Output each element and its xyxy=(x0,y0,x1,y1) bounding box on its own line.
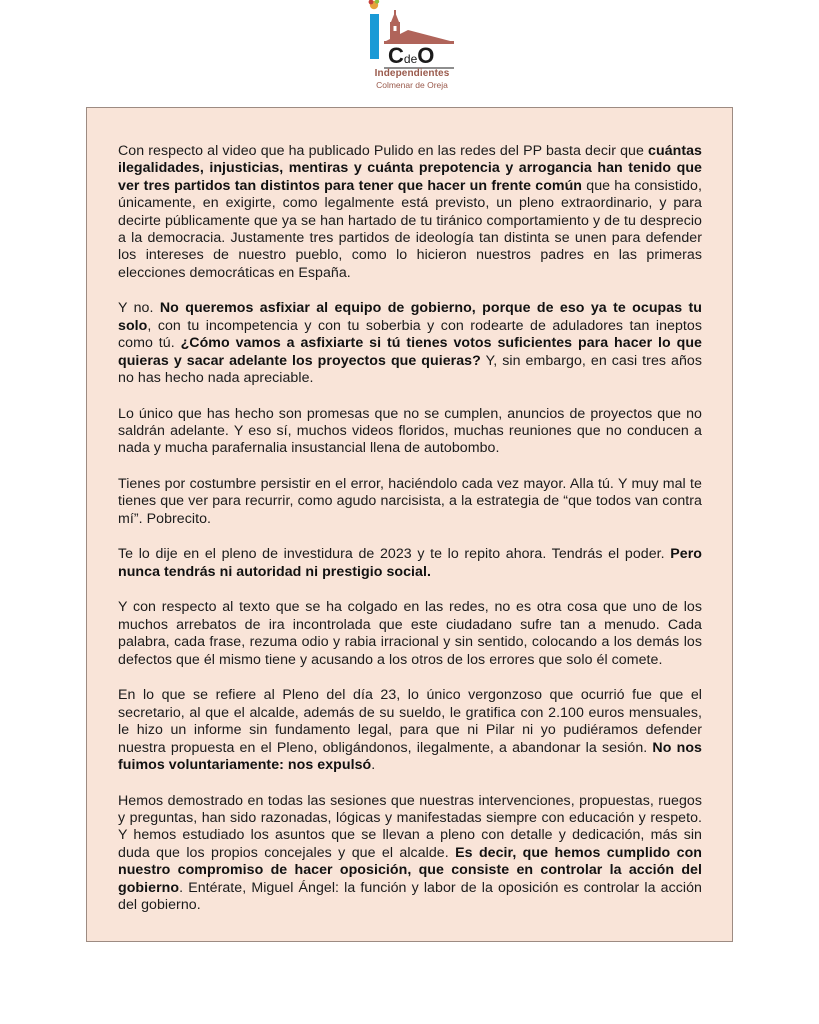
paragraph xyxy=(118,300,702,387)
text-run: Y, sin embargo, en casi tres años no has hecho nada apreciable. xyxy=(118,352,702,387)
text-run: Y con respecto al texto que se ha colgado en las redes, no es otra cosa que uno de los muchos arrebatos de ira incontrolada que este ciudadano sufre tan a menudo. Cada palabra, cada frase, rezuma odio y rabia irracional y sin sentido, colocando a los demás los defectos que él mismo tiene y acusando a los otros de los errores que solo él comete. xyxy=(118,599,702,668)
letter-page xyxy=(86,107,733,942)
text-run: Y no. xyxy=(118,300,160,317)
paragraph xyxy=(118,687,702,774)
org-town: Colmenar de Oreja xyxy=(376,80,448,90)
text-run: . Entérate, Miguel Ángel: la función y labor de la oposición es controlar la acción del gobierno. xyxy=(118,879,702,913)
bold-text-run: ¿Cómo vamos a asfixiarte si tú tienes votos suficientes para hacer lo que quieras y sacar adelante los proyectos que quieras? xyxy=(118,335,702,369)
bold-text-run: No nos fuimos voluntariamente: nos expulsó xyxy=(118,739,702,773)
paragraph xyxy=(118,476,702,528)
org-name: Independientes xyxy=(374,68,450,79)
paragraph xyxy=(118,143,702,282)
text-run: Hemos demostrado en todas las sesiones que nuestras intervenciones, propuestas, ruegos y preguntas, han sido razonadas, lógicas y manifestadas siempre con educación y respeto. Y hemos estudiado los asuntos que se llevan a pleno con detalle y dedicación, más sin duda que los propios concejales y que el alcalde. xyxy=(118,792,702,861)
text-run: En lo que se refiere al Pleno del día 23, lo único vergonzoso que ocurrió fue que el secretario, al que el alcalde, además de su sueldo, le gratifica con 2.100 euros mensuales, le hizo un informe sin fundamento legal, para que ni Pilar ni yo pudiéramos defender nuestra propuesta en el Pleno, obligándonos, ilegalmente, a abandonar la sesión. xyxy=(118,687,702,756)
text-run: Lo único que has hecho son promesas que no se cumplen, anuncios de proyectos que no saldrán adelante. Y eso sí, muchos videos floridos, muchas reuniones que no conducen a nada y mucha parafernalia insustancial llena de autobombo. xyxy=(118,405,702,457)
paragraph xyxy=(118,546,702,581)
bold-text-run: cuántas ilegalidades, injusticias, mentiras y cuánta prepotencia y arrogancia han tenido que ver tres partidos tan distintos para tener que hacer un frente común xyxy=(118,143,702,194)
paragraph xyxy=(118,406,702,458)
text-run: . xyxy=(371,756,376,773)
text-run: , con tu incompetencia y con tu soberbia y con rodearte de aduladores tan ineptos como tú. xyxy=(118,317,702,352)
bold-text-run: Pero nunca tendrás ni autoridad ni prestigio social. xyxy=(118,546,702,580)
text-run: Con respecto al video que ha publicado Pulido en las redes del PP basta decir que xyxy=(118,143,649,159)
org-logo xyxy=(364,0,460,96)
logo-wordmark: CdeO xyxy=(388,43,435,68)
paragraph xyxy=(118,599,702,669)
paragraph xyxy=(118,793,702,915)
text-run: que ha consistido, únicamente, en exigirte, como legalmente está previsto, un pleno extraordinario, y para decirte públicamente que ya se han hartado de tu tiránico comportamiento y de tu desprecio a la democracia. Justamente tres partidos de ideología tan distinta se unen para defender los intereses de nuestro pueblo, como lo hicieron nuestros padres en las primeras elecciones democráticas en España. xyxy=(118,177,702,281)
bold-text-run: No queremos asfixiar al equipo de gobierno, porque de eso ya te ocupas tu solo xyxy=(118,300,702,334)
text-run: Te lo dije en el pleno de investidura de 2023 y te lo repito ahora. Tendrás el poder. xyxy=(118,546,671,563)
text-run: Tienes por costumbre persistir en el error, haciéndolo cada vez mayor. Alla tú. Y muy mal te tienes que ver para recurrir, como agudo narcisista, a la estrategia de “que todos van contra mí”. Pobrecito. xyxy=(118,476,702,527)
bold-text-run: Es decir, que hemos cumplido con nuestro compromiso de hacer oposición, que consiste en controlar la acción del gobierno xyxy=(118,844,702,896)
